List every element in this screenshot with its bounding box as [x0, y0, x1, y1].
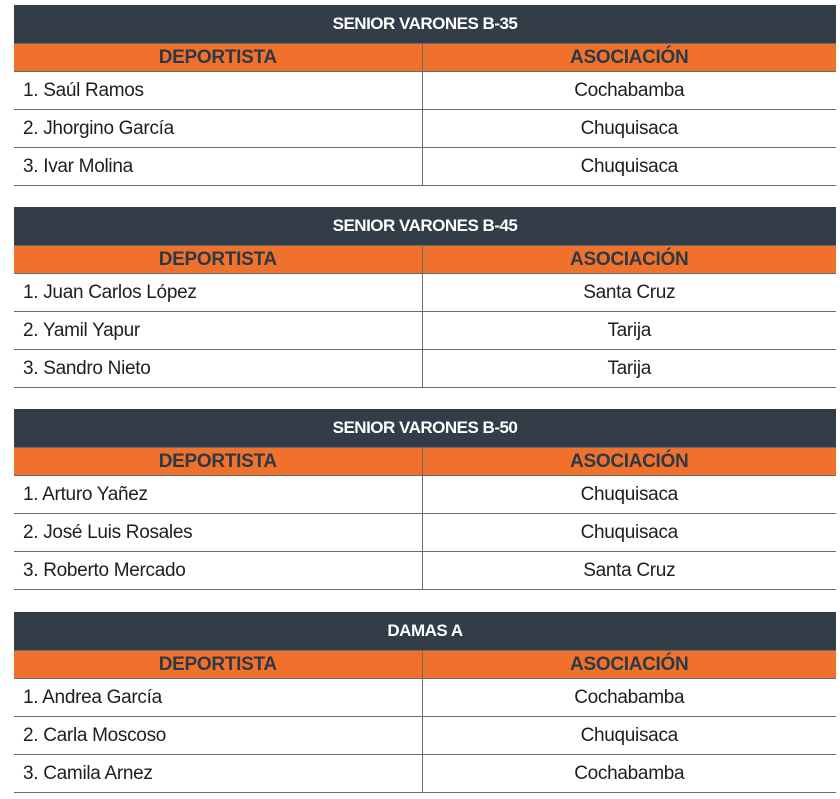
- column-header-asociacion: ASOCIACIÓN: [422, 246, 836, 274]
- table-row: [14, 274, 836, 312]
- association-name: Chuquisaca: [422, 148, 836, 186]
- category-table-damas-a: [14, 612, 836, 793]
- table-row: [14, 350, 836, 388]
- results-table: [14, 447, 836, 590]
- athlete-name: 2. José Luis Rosales: [14, 514, 422, 552]
- column-header-asociacion: ASOCIACIÓN: [422, 44, 836, 72]
- table-row: [14, 148, 836, 186]
- table-row: [14, 717, 836, 755]
- association-name: Cochabamba: [422, 72, 836, 110]
- column-header-asociacion: ASOCIACIÓN: [422, 651, 836, 679]
- table-row: [14, 552, 836, 590]
- column-header-row: [14, 44, 836, 72]
- athlete-name: 3. Camila Arnez: [14, 755, 422, 793]
- athlete-name: 2. Carla Moscoso: [14, 717, 422, 755]
- association-name: Santa Cruz: [422, 552, 836, 590]
- table-row: [14, 476, 836, 514]
- category-table-b50: [14, 409, 836, 590]
- category-table-b35: [14, 5, 836, 186]
- association-name: Chuquisaca: [422, 717, 836, 755]
- association-name: Cochabamba: [422, 679, 836, 717]
- athlete-name: 1. Juan Carlos López: [14, 274, 422, 312]
- association-name: Chuquisaca: [422, 514, 836, 552]
- column-header-row: [14, 651, 836, 679]
- category-title: SENIOR VARONES B-45: [14, 207, 836, 245]
- column-header-asociacion: ASOCIACIÓN: [422, 448, 836, 476]
- category-table-b45: [14, 207, 836, 388]
- association-name: Tarija: [422, 350, 836, 388]
- athlete-name: 1. Arturo Yañez: [14, 476, 422, 514]
- results-table: [14, 245, 836, 388]
- association-name: Chuquisaca: [422, 476, 836, 514]
- column-header-deportista: DEPORTISTA: [14, 651, 422, 679]
- athlete-name: 3. Ivar Molina: [14, 148, 422, 186]
- athlete-name: 1. Saúl Ramos: [14, 72, 422, 110]
- column-header-row: [14, 448, 836, 476]
- table-row: [14, 514, 836, 552]
- athlete-name: 3. Roberto Mercado: [14, 552, 422, 590]
- association-name: Cochabamba: [422, 755, 836, 793]
- table-row: [14, 312, 836, 350]
- category-title: SENIOR VARONES B-35: [14, 5, 836, 43]
- athlete-name: 2. Yamil Yapur: [14, 312, 422, 350]
- association-name: Chuquisaca: [422, 110, 836, 148]
- association-name: Santa Cruz: [422, 274, 836, 312]
- results-table: [14, 43, 836, 186]
- table-row: [14, 755, 836, 793]
- column-header-deportista: DEPORTISTA: [14, 448, 422, 476]
- table-row: [14, 110, 836, 148]
- athlete-name: 2. Jhorgino García: [14, 110, 422, 148]
- table-row: [14, 72, 836, 110]
- category-title: DAMAS A: [14, 612, 836, 650]
- column-header-deportista: DEPORTISTA: [14, 44, 422, 72]
- athlete-name: 3. Sandro Nieto: [14, 350, 422, 388]
- column-header-row: [14, 246, 836, 274]
- athlete-name: 1. Andrea García: [14, 679, 422, 717]
- category-title: SENIOR VARONES B-50: [14, 409, 836, 447]
- column-header-deportista: DEPORTISTA: [14, 246, 422, 274]
- table-row: [14, 679, 836, 717]
- results-table: [14, 650, 836, 793]
- association-name: Tarija: [422, 312, 836, 350]
